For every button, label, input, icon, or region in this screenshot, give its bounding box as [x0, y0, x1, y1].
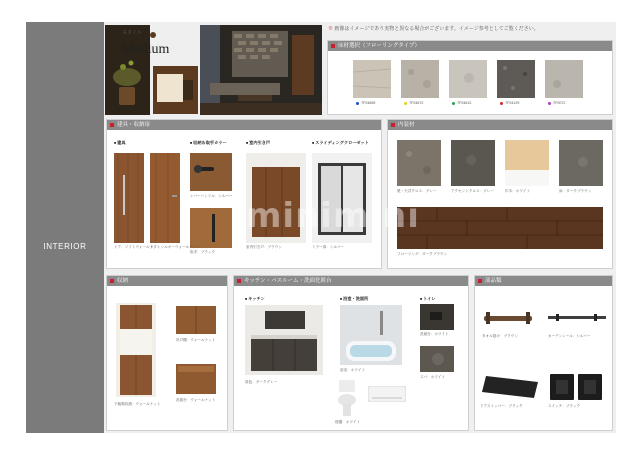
door-stopper-photo	[480, 374, 540, 400]
parts-caption-1: タオル掛け：ブラウン	[482, 334, 518, 338]
flooring-photo	[397, 207, 603, 249]
kitchen-caption-4: 洗面台：ホワイト	[420, 332, 449, 336]
style-small-label: スタイル	[122, 30, 142, 36]
swatch-dot-4	[500, 102, 503, 105]
curtain-rail-photo	[548, 312, 606, 324]
kitchen-caption-2: 浴室：ホワイト	[340, 368, 366, 372]
floor-code-3: TF04612	[457, 101, 472, 105]
floor-code-1: TF04655	[361, 101, 376, 105]
side-band	[26, 22, 104, 433]
door-photo-1	[114, 153, 144, 243]
floor-swatch-3	[449, 60, 487, 98]
side-label: INTERIOR	[43, 242, 87, 251]
parts-caption-2: カーテンレール：シルバー	[548, 334, 591, 338]
interior-caption-3: 巾木：ホワイト	[505, 189, 531, 193]
floor-panel-title: 床材選択（フローリングタイプ）	[328, 41, 612, 51]
doors-caption-6: ミラー扉：シルバー	[312, 245, 345, 249]
swatch-dot-3	[452, 102, 455, 105]
floor-swatch-1	[353, 60, 391, 98]
kitchen-caption-5: スパ：ホワイト	[420, 375, 446, 379]
spa-photo	[420, 346, 454, 372]
doors-sub-3: ■ 室内引き戸	[246, 140, 270, 146]
air-conditioner-photo	[368, 386, 406, 402]
interior-swatch-3	[505, 140, 549, 186]
wall-cabinet-photo	[176, 306, 216, 334]
toilet-photo	[335, 378, 359, 418]
note-mark: ※	[328, 26, 334, 32]
style-name: Medium	[122, 42, 170, 57]
floor-swatch-4	[497, 60, 535, 98]
storage-caption-3: 洗面台：ウォールナット	[176, 398, 216, 402]
doors-caption-4: 取手：ブラック	[190, 250, 216, 254]
doors-caption-1: ドア：ソフトウォールナット	[114, 245, 161, 249]
interior-caption-1: 壁・天井クロス：グレー	[397, 189, 437, 193]
doors-caption-3: レバーハンドル：シルバー	[190, 194, 233, 198]
parts-caption-4: スイッチ：ブラック	[548, 404, 581, 408]
doors-sub-2: ■ 収納＆取手カラー	[190, 140, 227, 146]
parts-panel-title: 部品類	[475, 276, 612, 286]
kitchen-caption-3: 便器：ホワイト	[335, 420, 361, 424]
doors-sub-1: ■ 建具	[114, 140, 126, 146]
parts-caption-3: ドアストッパー：ブラック	[480, 404, 523, 408]
style-color-dot	[150, 32, 156, 38]
interior-caption-2: アクセントクロス：グレー	[451, 189, 494, 193]
switch-photo	[548, 372, 604, 402]
kitchen-panel-title: キッチン・バスルーム・洗面化粧台	[234, 276, 468, 286]
swatch-dot-1	[356, 102, 359, 105]
storage-caption-1: 下駄箱収納：ウォールナット	[114, 402, 161, 406]
flooring-caption: フローリング：ダークブラウン	[397, 252, 448, 256]
floor-code-5: TF0072	[553, 101, 566, 105]
plant-photo	[105, 25, 150, 115]
shoe-cabinet-photo	[116, 303, 156, 397]
towel-bar-photo	[482, 310, 534, 326]
watermark: minimini	[246, 196, 420, 236]
kitchen-caption-1: 扉色：ダークグレー	[245, 380, 278, 384]
toilet-panel-photo	[420, 304, 454, 330]
kitchen-sub-1: ■ キッチン	[245, 296, 265, 302]
doors-caption-2: ドア：シルキーウォールナット	[150, 245, 200, 249]
floor-swatch-5	[545, 60, 583, 98]
floor-code-4: TF04129	[505, 101, 520, 105]
interior-swatch-2	[451, 140, 495, 186]
storage-panel-title: 収納	[107, 276, 227, 286]
swatch-dot-5	[548, 102, 551, 105]
kitchen-sub-2: ■ 浴室・洗面所	[340, 296, 368, 302]
disclaimer-note	[328, 25, 539, 32]
swatch-dot-2	[404, 102, 407, 105]
note-text: 画像はイメージであり実物と異なる場合がございます。イメージ参考としてご覧ください。	[334, 26, 539, 32]
storage-caption-2: 吊戸棚：ウォールナット	[176, 338, 216, 342]
floor-swatch-2	[401, 60, 439, 98]
floor-code-2: TF04672	[409, 101, 424, 105]
vanity-cabinet-photo	[176, 364, 216, 394]
interior-swatch-4	[559, 140, 603, 186]
doors-panel-title: 建具・収納扉	[107, 120, 381, 130]
handle-color-photo	[190, 208, 232, 248]
kitchen-sub-3: ■ トイレ	[420, 296, 436, 302]
living-room-photo	[200, 25, 322, 115]
door-photo-2	[150, 153, 180, 243]
interior-caption-4: 床：ダークブラウン	[559, 189, 592, 193]
doors-caption-5: 室内引き戸：ブラウン	[246, 245, 282, 249]
lever-handle-photo	[190, 153, 232, 191]
bathroom-photo	[340, 305, 402, 365]
interior-swatch-1	[397, 140, 441, 186]
doors-sub-4: ■ スライディングクローゼット	[312, 140, 369, 146]
kitchen-photo	[245, 305, 323, 375]
interior-panel-title: 内装材	[388, 120, 612, 130]
book-photo	[153, 66, 198, 114]
